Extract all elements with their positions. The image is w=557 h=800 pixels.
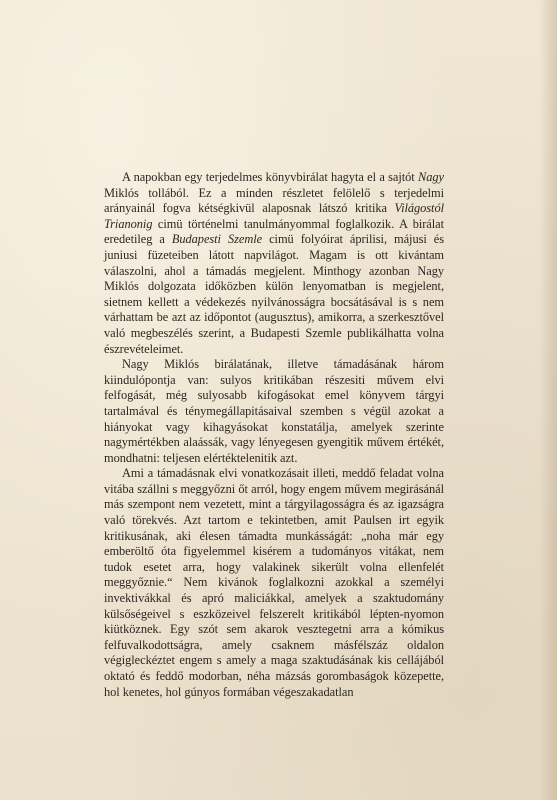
text-run: Nagy Miklós birálatának, illetve támadásának három kiindulópontja van: sulyos kritikában részesiti művem elvi felfogását, még sulyosabb kifogásokat emel könyvem tárgyi tartalmával és ténymegállapitásaival szemben s végül azokat a hiányokat vagy kihagyásokat konstatálja, amelyek szerinte nagymértékben alaássák, vagy lényegesen gyengitik művem értékét, mondhatni: teljesen elértéktelenitik azt. [104, 357, 444, 465]
body-text [104, 170, 444, 700]
text-run: cimü folyóirat áprilisi, májusi és juniusi füzeteiben látott napvilágot. Magam is ott kivántam válaszolni, ahol a támadás megjelent. Minthogy azonban Nagy Miklós dolgozata időközben külön lenyomatban is megjelent, sietnem kellett a védekezés nyilvánosságra bocsátásával is s nem várhattam be azt az időpontot (augusztus), amikorra, a szerkesztővel való megbeszélés szerint, a Budapesti Szemle publikálhatta volna észrevételeimet. [104, 232, 444, 356]
text-run: A napokban egy terjedelmes könyvbirálat hagyta el a sajtót [122, 170, 419, 184]
paragraph [104, 357, 444, 466]
paragraph [104, 466, 444, 700]
paragraph [104, 170, 444, 357]
italic-run: Világostól Trianonig [104, 201, 444, 231]
text-run: Ami a támadásnak elvi vonatkozásait illeti, meddő feladat volna vitába szállni s meggyőzni őt arról, hogy engem művem megirásánál más szempont nem vezetett, mint a tárgyilagosságra és az igazságra való törekvés. Azt tartom e tekintetben, amit Paulsen irt egyik kritikusának, aki élesen támadta munkásságát: „noha már egy emberöltő óta figyelemmel kisérem a tudományos vitákat, nem tudok esetet arra, hogy valakinek sikerült volna ellenfelét meggyőznie.“ Nem kivánok foglalkozni azokkal a személyi invektivákkal és apró maliciákkal, amelyek a szaktudomány külsőségeivel s eszközeivel felszerelt kritikából lépten-nyomon kiütköznek. Egy szót sem akarok vesztegetni arra a kómikus felfuvalkodottságra, amely csaknem másfélszáz oldalon végigleckéztet engem s amely a maga szaktudásának kis cellájából oktató és feddő modorban, néha mázsás gorombaságok közepette, hol kenetes, hol gúnyos formában végeszakadatlan [104, 466, 444, 699]
text-run: Miklós tollából. Ez a minden részletet felölelő s terjedelmi arányainál fogva kétségkivül alaposnak látszó kritika [104, 185, 444, 216]
italic-run: Nagy [418, 170, 444, 184]
page-edge-shadow [539, 0, 557, 800]
text-run: cimü történelmi tanulmányommal foglalkozik. A birálat eredetileg a [104, 216, 444, 247]
italic-run: Budapesti Szemle [171, 232, 263, 247]
